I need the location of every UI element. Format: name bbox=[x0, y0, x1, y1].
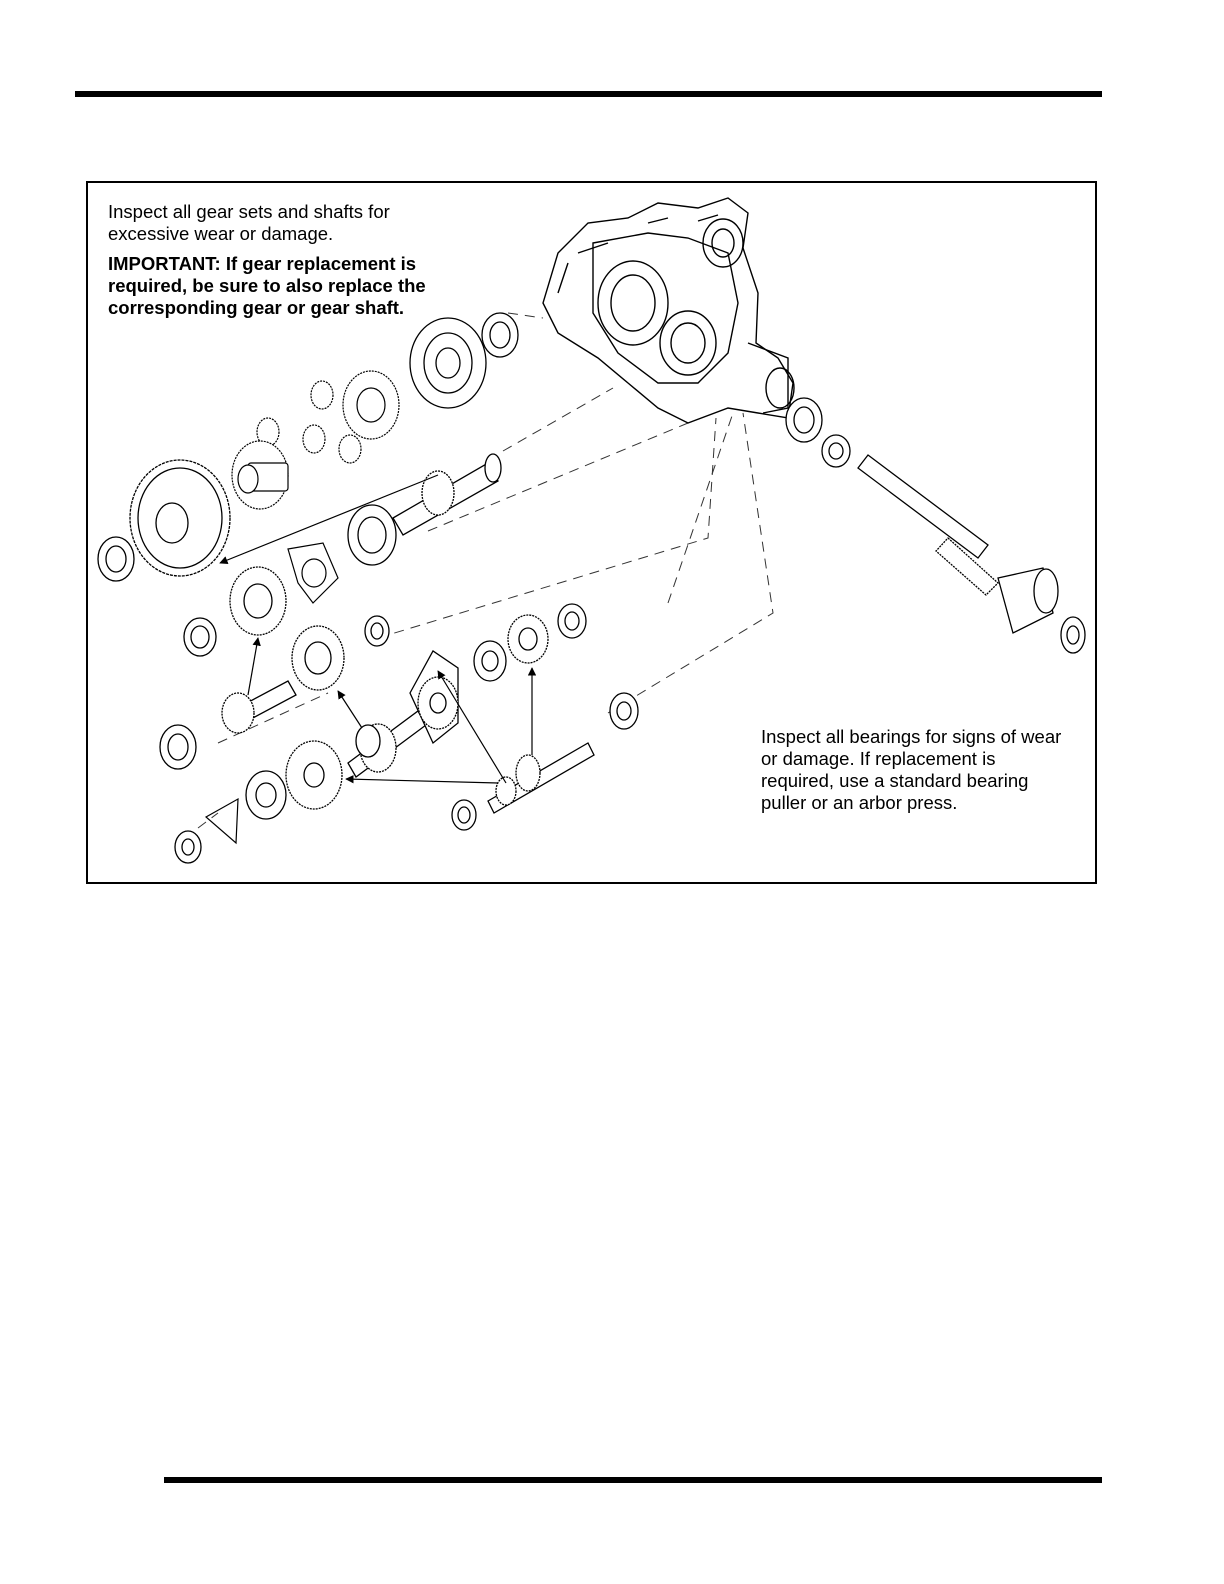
planetary-carrier bbox=[410, 318, 486, 408]
countershaft bbox=[222, 681, 296, 733]
gasket bbox=[288, 543, 338, 603]
large-ring-gear bbox=[130, 460, 230, 576]
output-bearing bbox=[786, 398, 822, 442]
retainer-plate bbox=[206, 799, 238, 843]
output-axle bbox=[858, 455, 998, 595]
secondary-bearing-bottom bbox=[452, 800, 476, 830]
header-rule bbox=[75, 91, 1102, 97]
bearing-inspection-note: Inspect all bearings for signs of wear or damage. If replacement is required, use a standard bearing puller or an arbor press. bbox=[761, 726, 1062, 813]
second-gear bbox=[292, 626, 344, 690]
first-gear-bearing bbox=[184, 618, 216, 656]
reverse-gear bbox=[508, 615, 548, 663]
small-bearing-right bbox=[558, 604, 586, 638]
input-bearing bbox=[348, 505, 396, 565]
low-gear bbox=[286, 741, 342, 809]
ring-gear-bearing bbox=[98, 537, 134, 581]
output-seal bbox=[822, 435, 850, 467]
footer-rule bbox=[164, 1477, 1102, 1483]
gear-inspection-note: Inspect all gear sets and shafts for excessive wear or damage. bbox=[108, 201, 390, 244]
output-shaft bbox=[348, 711, 426, 777]
lower-bearing bbox=[175, 831, 201, 863]
important-gear-replacement-note: IMPORTANT: If gear replacement is required, be sure to also replace the corresponding gear or gear shaft. bbox=[108, 253, 426, 318]
shift-collar bbox=[246, 771, 286, 819]
transmission-exploded-figure bbox=[86, 181, 1097, 884]
clutch-hub bbox=[474, 641, 506, 681]
transmission-case bbox=[543, 198, 794, 423]
secondary-shaft bbox=[488, 743, 594, 813]
first-gear bbox=[230, 567, 286, 635]
hub-gear bbox=[232, 441, 288, 509]
case-bearing bbox=[482, 313, 518, 357]
small-bearing-mid bbox=[365, 616, 389, 646]
countershaft-bearing bbox=[160, 725, 196, 769]
drive-coupler bbox=[998, 568, 1058, 633]
coupler-bearing bbox=[1061, 617, 1085, 653]
secondary-bearing-top bbox=[610, 693, 638, 729]
sun-gear bbox=[343, 371, 399, 439]
